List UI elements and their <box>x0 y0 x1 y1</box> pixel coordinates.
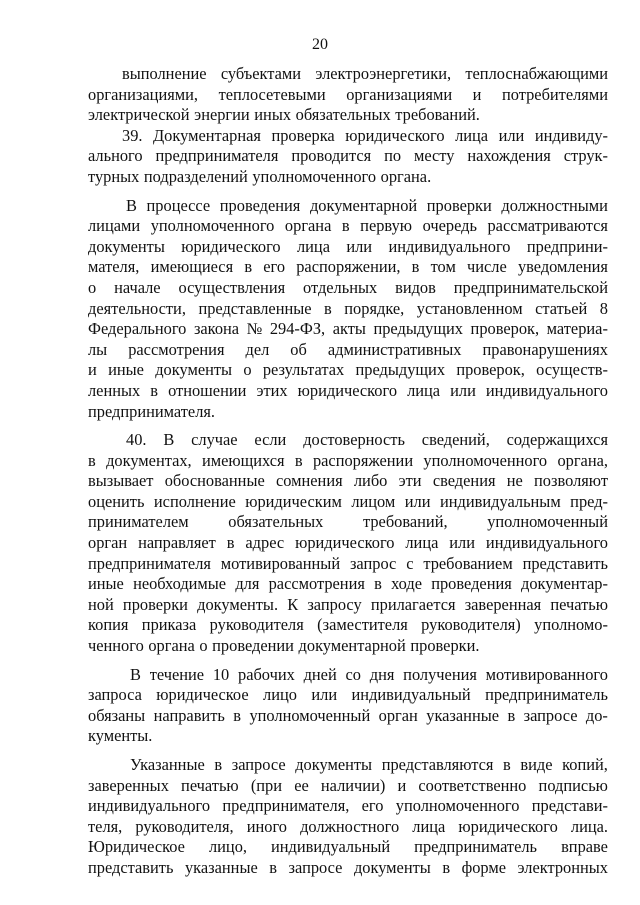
text-line: лы рассмотрения дел об административных правонарушениях <box>88 339 608 359</box>
text-line: предпринимателя. <box>88 401 216 421</box>
text-line: 39. Документарная проверка юридического лица или индивиду- <box>122 125 608 145</box>
text-line: принимателем обязательных требований, уполномоченный <box>88 512 608 532</box>
text-line: Федерального закона № 294-ФЗ, акты предыдущих проверок, материа- <box>88 319 608 339</box>
text-line: заверенных печатью (при ее наличии) и соответственно подписью <box>88 775 608 795</box>
text-line: индивидуального предпринимателя, его уполномоченного представи- <box>88 796 608 816</box>
text-line: ленных в отношении этих юридического лица или индивидуального <box>88 380 608 400</box>
text-line: представить указанные в запросе документы в форме электронных <box>88 857 608 877</box>
document-body <box>88 64 608 879</box>
text-line: запроса юридическое лицо или индивидуальный предприниматель <box>88 685 608 705</box>
text-line: В процессе проведения документарной проверки должностными <box>126 195 608 215</box>
text-line: кументы. <box>88 726 153 746</box>
text-line: орган направляет в адрес юридического лица или индивидуального <box>88 533 608 553</box>
text-line: ной проверки документы. К запросу прилагается заверенная печатью <box>88 594 608 614</box>
text-line: Указанные в запросе документы представляются в виде копий, <box>130 755 608 774</box>
text-line: 40. В случае если достоверность сведений, содержащихся <box>126 430 608 450</box>
text-line: иные необходимые для рассмотрения в ходе проведения документар- <box>88 574 608 594</box>
text-line: лицами уполномоченного органа в первую очередь рассматриваются <box>88 216 608 236</box>
text-line: предпринимателя мотивированный запрос с требованием представить <box>88 553 608 573</box>
text-line: в документах, имеющихся в распоряжении уполномоченного органа, <box>88 450 608 470</box>
text-line: теля, руководителя, иного должностного лица юридического лица. <box>88 816 608 836</box>
page-number: 20 <box>312 36 328 53</box>
text-line: выполнение субъектами электроэнергетики, теплоснабжающими <box>122 64 608 83</box>
text-line: турных подразделений уполномоченного органа. <box>88 166 432 186</box>
text-line: о начале осуществления отдельных видов предпринимательской <box>88 277 608 297</box>
text-line: деятельности, представленные в порядке, установленном статьей 8 <box>88 298 608 318</box>
text-line: и иные документы о результатах предыдущих проверок, осуществ- <box>88 360 608 380</box>
text-line: электрической энергии иных обязательных требований. <box>88 105 480 125</box>
text-line: В течение 10 рабочих дней со дня получения мотивированного <box>130 664 608 684</box>
text-line: мателя, имеющиеся в его распоряжении, в том числе уведомления <box>88 257 608 277</box>
text-line: Юридическое лицо, индивидуальный предприниматель вправе <box>88 837 608 857</box>
text-line: организациями, теплосетевыми организациями и потребителями <box>88 84 608 104</box>
text-line: вызывает обоснованные сомнения либо эти сведения не позволяют <box>88 471 608 491</box>
text-line: обязаны направить в уполномоченный орган указанные в запросе до- <box>88 705 608 725</box>
text-line: ального предпринимателя проводится по месту нахождения струк- <box>88 146 608 166</box>
text-line: ченного органа о проведении документарной проверки. <box>88 636 480 656</box>
text-line: оценить исполнение юридическим лицом или индивидуальным пред- <box>88 491 608 511</box>
text-line: документы юридического лица или индивидуального предприни- <box>88 236 608 256</box>
text-line: копия приказа руководителя (заместителя руководителя) уполномо- <box>88 615 608 635</box>
